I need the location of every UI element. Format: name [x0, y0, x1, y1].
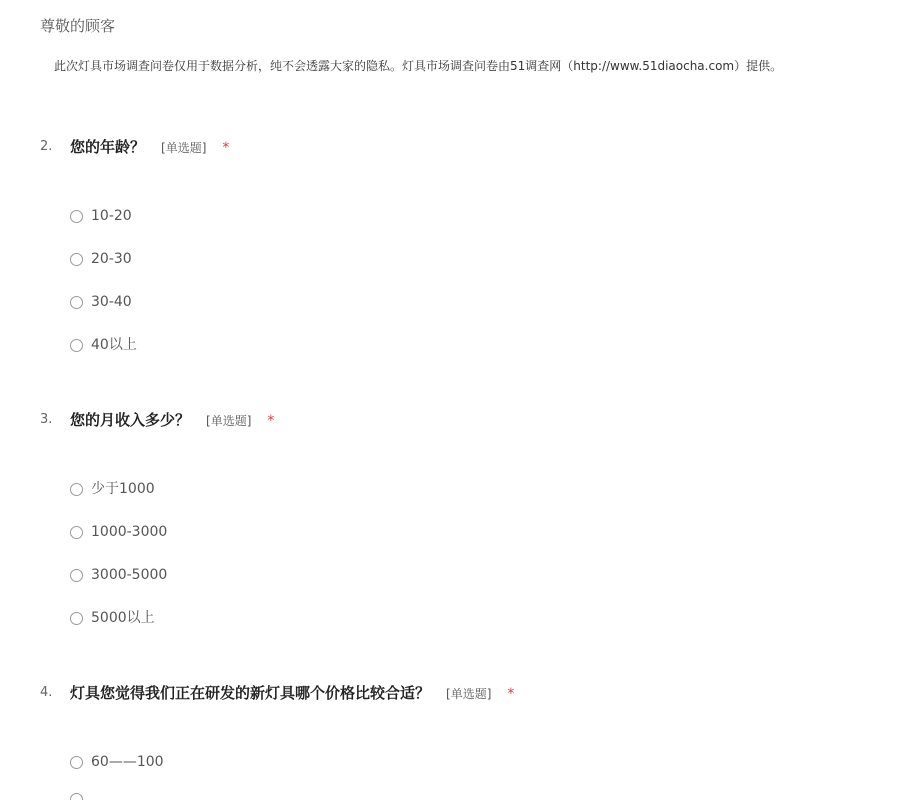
question-title-row: [70, 681, 514, 706]
radio-option-label: 40以上: [91, 337, 137, 353]
radio-button[interactable]: [70, 253, 83, 266]
question-number: 3.: [40, 412, 53, 427]
radio-option-label: 少于1000: [91, 481, 155, 497]
question-number: 4.: [40, 685, 53, 700]
question-title-row: [70, 408, 274, 433]
radio-button[interactable]: [70, 526, 83, 539]
radio-option-label: 20-30: [91, 251, 132, 267]
question-type-tag: [单选题]: [206, 414, 252, 428]
radio-option-label: 10-20: [91, 208, 132, 224]
greeting-heading: 尊敬的顾客: [40, 17, 116, 35]
radio-option-label: 60——100: [91, 754, 164, 770]
radio-button[interactable]: [70, 296, 83, 309]
question-type-tag: [单选题]: [161, 141, 207, 155]
radio-option[interactable]: [70, 206, 132, 226]
question-title: 灯具您觉得我们正在研发的新灯具哪个价格比较合适？: [70, 684, 431, 702]
question-title: 您的月收入多少？: [70, 411, 191, 429]
question-title: 您的年龄？: [70, 138, 146, 156]
radio-option[interactable]: [70, 292, 132, 312]
radio-option-label: 1000-3000: [91, 524, 168, 540]
question-header: [0, 135, 900, 159]
radio-button[interactable]: [70, 612, 83, 625]
question-number: 2.: [40, 139, 53, 154]
radio-option-label: 30-40: [91, 294, 132, 310]
radio-option-label: 3000-5000: [91, 567, 168, 583]
radio-button[interactable]: [70, 793, 83, 800]
question-header: [0, 681, 900, 705]
required-marker: *: [222, 140, 230, 156]
radio-option[interactable]: [70, 335, 137, 355]
question-type-tag: [单选题]: [446, 687, 492, 701]
radio-button[interactable]: [70, 210, 83, 223]
radio-option[interactable]: [70, 249, 132, 269]
question-title-row: [70, 135, 229, 160]
radio-button[interactable]: [70, 339, 83, 352]
survey-intro-text: 此次灯具市场调查问卷仅用于数据分析，纯不会透露大家的隐私。灯具市场调查问卷由51调查网（http://www.51diaocha.com）提供。: [54, 59, 783, 73]
radio-option[interactable]: [70, 752, 164, 772]
radio-option[interactable]: [70, 565, 167, 585]
radio-option[interactable]: [70, 522, 167, 542]
required-marker: *: [507, 686, 515, 702]
radio-option[interactable]: [70, 479, 155, 499]
question-header: [0, 408, 900, 432]
radio-button[interactable]: [70, 569, 83, 582]
radio-option-partial[interactable]: [70, 793, 83, 800]
radio-option[interactable]: [70, 608, 155, 628]
radio-button[interactable]: [70, 756, 83, 769]
radio-option-label: 5000以上: [91, 610, 155, 626]
radio-button[interactable]: [70, 483, 83, 496]
required-marker: *: [267, 413, 275, 429]
